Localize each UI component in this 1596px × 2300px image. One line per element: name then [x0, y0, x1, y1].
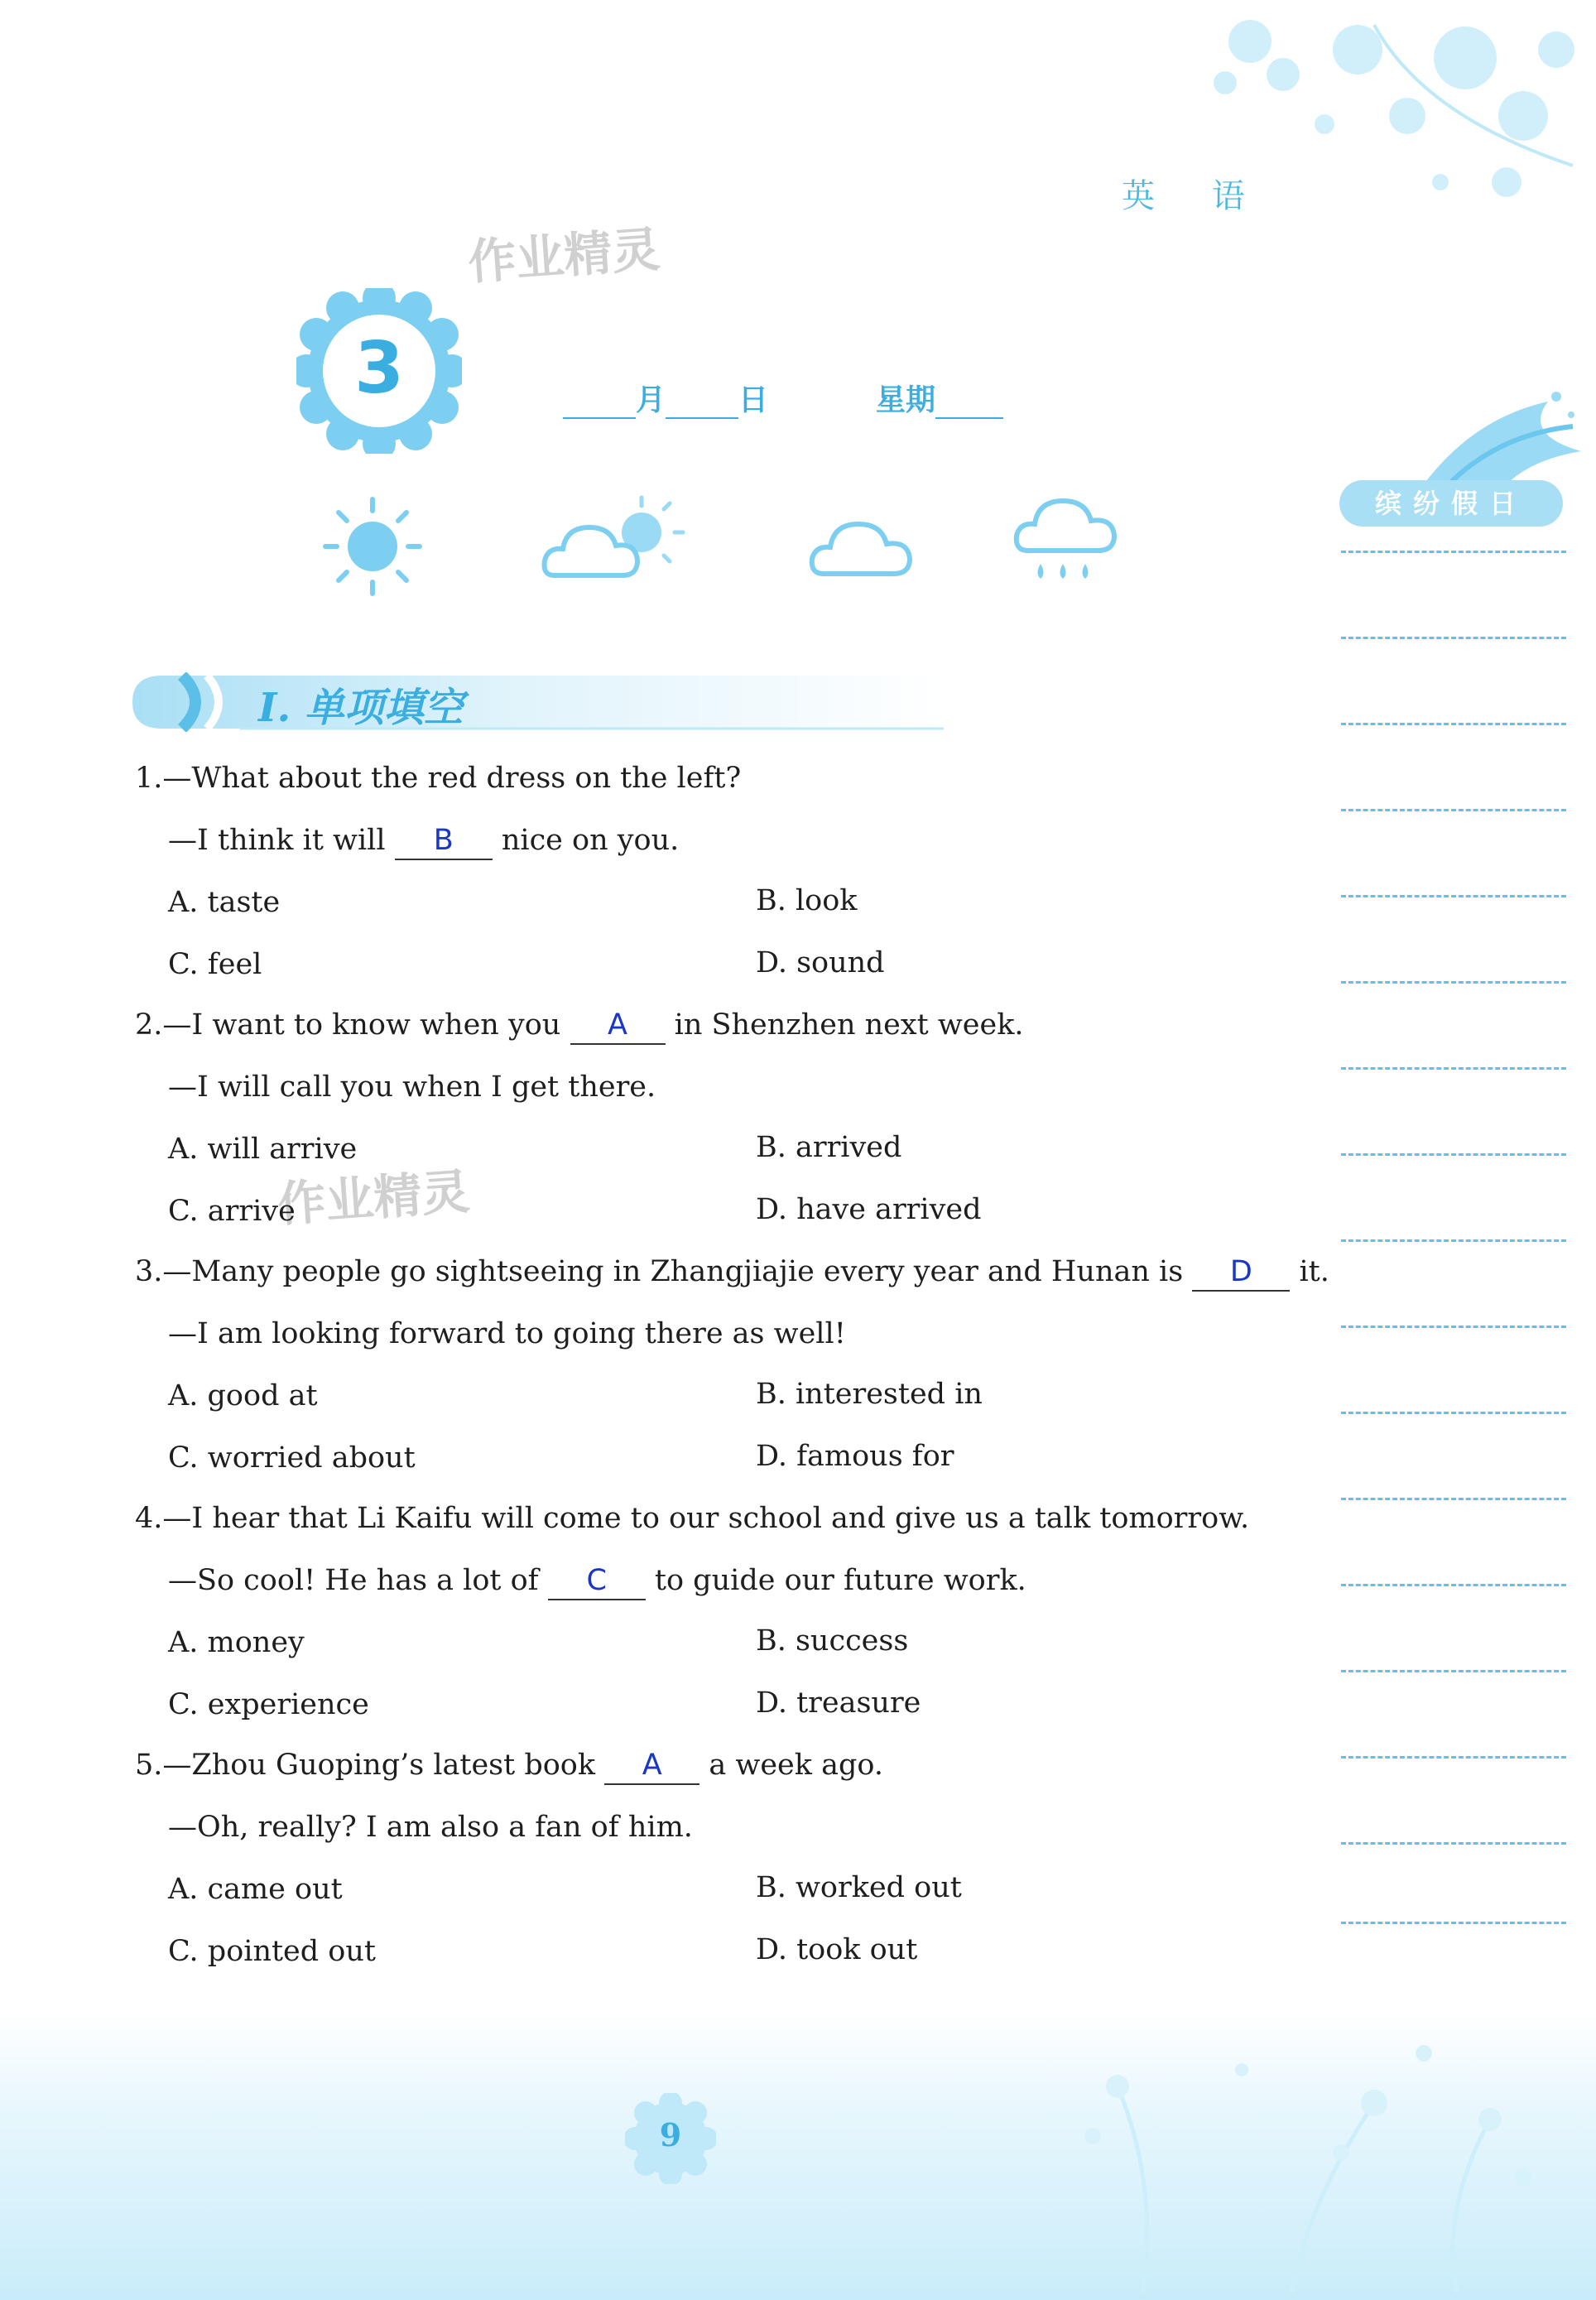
option-c[interactable]: C. pointed out: [168, 1935, 376, 1968]
question-text: —So cool! He has a lot of: [168, 1564, 539, 1597]
option-d[interactable]: D. have arrived: [756, 1193, 982, 1226]
question-text: —I hear that Li Kaifu will come to our school and give us a talk tomorrow.: [162, 1502, 1250, 1535]
question-text: in Shenzhen next week.: [674, 1008, 1024, 1042]
question-number: 4.: [135, 1502, 163, 1535]
partly-cloudy-icon[interactable]: [538, 493, 687, 592]
note-line[interactable]: [1341, 1326, 1566, 1328]
note-line[interactable]: [1341, 637, 1566, 639]
note-line[interactable]: [1341, 1756, 1566, 1759]
sidebar-tag: 缤纷假日: [1339, 480, 1563, 527]
subject-label: 英 语: [1122, 177, 1268, 215]
question-1-line-2: [168, 820, 679, 861]
option-c[interactable]: C. feel: [168, 948, 262, 981]
option-a[interactable]: A. taste: [168, 886, 281, 919]
note-line[interactable]: [1341, 551, 1566, 553]
section-header-banner: [132, 672, 944, 732]
answer-blank[interactable]: D: [1192, 1253, 1290, 1292]
note-line[interactable]: [1341, 809, 1566, 811]
note-line[interactable]: [1341, 1922, 1566, 1924]
note-line[interactable]: [1341, 1239, 1566, 1242]
question-text: to guide our future work.: [654, 1564, 1026, 1597]
day-blank[interactable]: [666, 384, 738, 419]
watermark: 作业精灵: [276, 1162, 472, 1233]
splash-decoration: [1424, 385, 1581, 488]
option-c[interactable]: C. worried about: [168, 1441, 416, 1475]
option-a[interactable]: A. will arrive: [168, 1133, 358, 1166]
question-number: 5.: [135, 1749, 163, 1782]
question-2-line-1: [135, 1004, 1024, 1046]
option-a[interactable]: A. money: [168, 1626, 305, 1659]
question-text: —What about the red dress on the left?: [162, 762, 742, 795]
question-text: it.: [1299, 1255, 1329, 1288]
answer-blank[interactable]: B: [395, 822, 493, 860]
cloudy-icon[interactable]: [807, 501, 923, 584]
question-text: a week ago.: [709, 1749, 883, 1782]
sun-icon[interactable]: [319, 493, 426, 600]
option-c[interactable]: C. experience: [168, 1688, 369, 1721]
rain-icon[interactable]: [1012, 484, 1119, 592]
question-4-line-2: [168, 1560, 1026, 1601]
bottom-floral-decoration: [993, 2020, 1573, 2293]
question-number: 1.: [135, 762, 163, 795]
question-number: 2.: [135, 1008, 163, 1042]
date-line: [563, 377, 1003, 419]
answer-blank[interactable]: C: [548, 1562, 646, 1600]
note-line[interactable]: [1341, 1153, 1566, 1156]
page-number: 9: [659, 2116, 682, 2153]
option-b[interactable]: B. success: [756, 1624, 909, 1658]
note-line[interactable]: [1341, 1670, 1566, 1672]
note-line[interactable]: [1341, 981, 1566, 984]
note-line[interactable]: [1341, 1067, 1566, 1070]
option-d[interactable]: D. famous for: [756, 1440, 954, 1473]
answer-blank[interactable]: A: [570, 1007, 666, 1045]
note-line[interactable]: [1341, 1498, 1566, 1500]
question-text: —Zhou Guoping’s latest book: [162, 1749, 596, 1782]
day-number: 3: [354, 327, 404, 410]
note-line[interactable]: [1341, 723, 1566, 725]
option-a[interactable]: A. came out: [168, 1873, 343, 1906]
question-text: nice on you.: [501, 824, 680, 857]
option-b[interactable]: B. arrived: [756, 1131, 902, 1164]
month-label: 月: [636, 383, 666, 417]
note-line[interactable]: [1341, 1842, 1566, 1845]
option-b[interactable]: B. look: [756, 884, 858, 917]
watermark: 作业精灵: [466, 220, 662, 291]
section-title: Ⅰ. 单项填空: [258, 685, 464, 731]
question-text: —I want to know when you: [162, 1008, 561, 1042]
question-number: 3.: [135, 1255, 163, 1288]
option-d[interactable]: D. took out: [756, 1933, 918, 1966]
question-5-line-2: —Oh, really? I am also a fan of him.: [168, 1811, 693, 1844]
weekday-label: 星期: [876, 383, 936, 417]
option-c[interactable]: C. arrive: [168, 1195, 296, 1228]
question-5-line-1: [135, 1744, 883, 1786]
question-2-line-2: —I will call you when I get there.: [168, 1071, 656, 1104]
question-3-line-1: [135, 1251, 1329, 1292]
option-d[interactable]: D. sound: [756, 946, 885, 979]
note-line[interactable]: [1341, 1584, 1566, 1586]
option-b[interactable]: B. worked out: [756, 1871, 962, 1904]
day-label: 日: [738, 383, 769, 417]
question-3-line-2: —I am looking forward to going there as well!: [168, 1317, 846, 1350]
answer-blank[interactable]: A: [604, 1747, 699, 1785]
note-line[interactable]: [1341, 895, 1566, 897]
option-b[interactable]: B. interested in: [756, 1378, 983, 1411]
question-1-line-1: [135, 758, 741, 799]
question-4-line-1: [135, 1498, 1249, 1539]
option-a[interactable]: A. good at: [168, 1379, 318, 1412]
month-blank[interactable]: [563, 384, 636, 419]
option-d[interactable]: D. treasure: [756, 1687, 921, 1720]
question-text: —I think it will: [168, 824, 386, 857]
question-text: —Many people go sightseeing in Zhangjiajie every year and Hunan is: [162, 1255, 1184, 1288]
weekday-blank[interactable]: [935, 384, 1003, 419]
note-line[interactable]: [1341, 1412, 1566, 1414]
